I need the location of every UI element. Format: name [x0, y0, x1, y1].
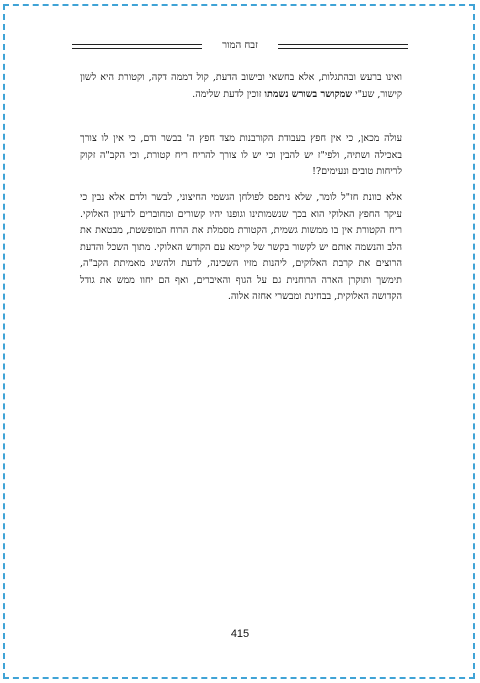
header-rule-right	[278, 44, 408, 49]
running-title: זבח המור	[222, 40, 258, 51]
page-number: 415	[230, 628, 250, 640]
paragraph-3: אלא כוונת חז"ל לומר, שלא ניתפס לפולחן הגשמי החיצוני, לבשר ולדם אלא נבין כי עיקר החפץ האלוקי הוא בכך שנשמותינו וגופנו יהיו קשורים ומחוברים לרעיון האלוקי. ריח הקטורת אין בו ממשות גשמית, הקטורת מסמלת את הרוח המופשטת, מבטאת את הלב והנשמה אותם יש לקשור בקשר של קיימא עם הקודש האלוקי. מתוך השכל והדעת הרוצים את קרבת האלוקים, ליהנות מזיו השכינה, לדעת ולהשיג מאמיתת הקב"ה, תימשך ותוקרן הארה הרוחנית גם על הגוף והאיברים, ואף הם יחוו ממש את גודל הקדושה האלוקית, בבחינת ומבשרי אחזה אלוה.	[80, 192, 402, 302]
paragraph-2: עולה מכאן, כי אין חפץ בעבודת הקורבנות מצד חפץ ה' בבשר ודם, כי אין לו צורך באכילה ושתיה, ולפי"ז יש להבין וכי יש לו צורך להריח ריח קטורת, וכי הקב"ה זקוק לריחות טובים ונעימים?!	[80, 133, 402, 177]
page-frame	[3, 4, 475, 679]
paragraph-1-text-start: ואינו ברעש ובהתגלות, אלא בחשאי ובישוב הדעת, קול דממה דקה, וקטורת היא לשון קישור, שע"י	[80, 72, 402, 100]
page-header	[72, 40, 408, 54]
paragraph-1	[80, 70, 402, 103]
paragraph-1-text-end: זוכין לדעת שלימה.	[192, 88, 265, 100]
paragraph-1-bold-phrase: שמקושר בשורש נשמתו	[264, 88, 353, 100]
